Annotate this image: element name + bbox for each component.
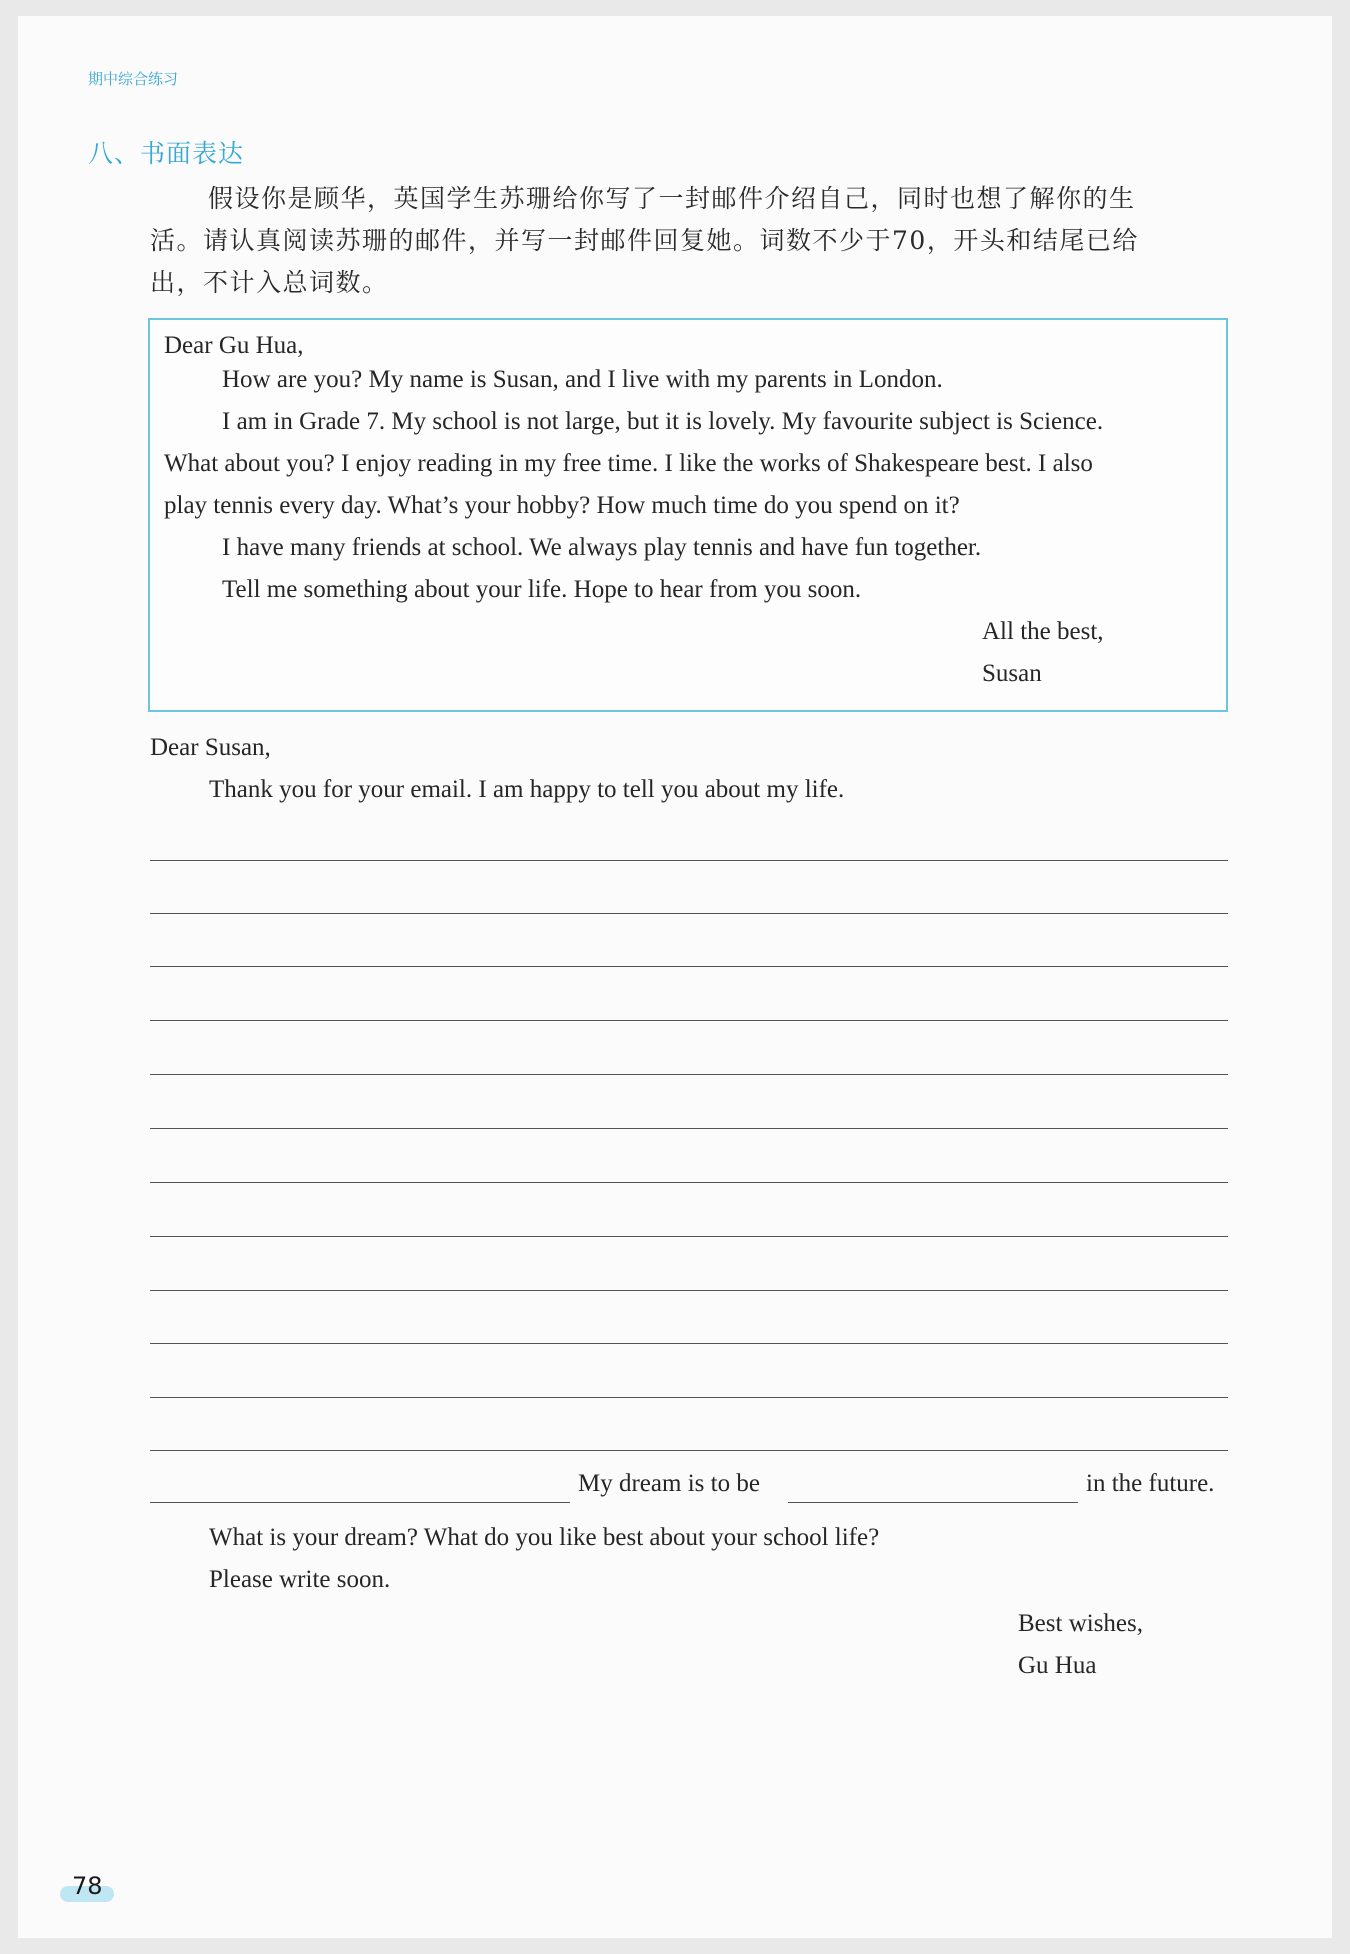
writing-line[interactable] — [150, 1343, 1228, 1344]
writing-line[interactable] — [150, 1290, 1228, 1291]
susan-email-box — [148, 318, 1228, 712]
instruction-line: 活。请认真阅读苏珊的邮件，并写一封邮件回复她。词数不少于70，开头和结尾已给 — [150, 226, 1139, 255]
instruction-line: 出，不计入总词数。 — [150, 268, 389, 297]
writing-line[interactable] — [150, 913, 1228, 914]
instruction-line: 假设你是顾华，英国学生苏珊给你写了一封邮件介绍自己，同时也想了解你的生 — [208, 184, 1136, 213]
email-line: I am in Grade 7. My school is not large, but it is lovely. My favourite subject is Science. — [222, 408, 1104, 435]
writing-line[interactable] — [150, 966, 1228, 967]
email-line: play tennis every day. What’s your hobby? How much time do you spend on it? — [164, 492, 960, 519]
dream-sentence — [150, 1468, 1230, 1508]
writing-line[interactable] — [150, 1020, 1228, 1021]
writing-line[interactable] — [150, 1450, 1228, 1451]
workbook-page — [18, 16, 1332, 1938]
email-signature: Susan — [982, 660, 1042, 687]
reply-opening: Thank you for your email. I am happy to tell you about my life. — [209, 776, 845, 803]
running-header: 期中综合练习 — [88, 70, 179, 88]
writing-line[interactable] — [150, 1128, 1228, 1129]
reply-signature: Gu Hua — [1018, 1652, 1097, 1679]
section-title: 八、书面表达 — [88, 139, 245, 168]
email-line: I have many friends at school. We always play tennis and have fun together. — [222, 534, 982, 561]
dream-prefix: My dream is to be — [578, 1470, 760, 1497]
writing-line[interactable] — [150, 1397, 1228, 1398]
email-greeting: Dear Gu Hua, — [164, 332, 304, 359]
writing-line[interactable] — [150, 1182, 1228, 1183]
reply-request: Please write soon. — [209, 1566, 391, 1593]
email-line: What about you? I enjoy reading in my free time. I like the works of Shakespeare best. I also — [164, 450, 1093, 477]
writing-line[interactable] — [150, 1074, 1228, 1075]
blank-before-dream[interactable] — [150, 1502, 570, 1503]
page-number: 78 — [72, 1872, 103, 1900]
writing-line[interactable] — [150, 1236, 1228, 1237]
dream-answer-blank[interactable] — [788, 1502, 1078, 1503]
email-closing: All the best, — [982, 618, 1104, 645]
reply-closing: Best wishes, — [1018, 1610, 1143, 1637]
email-line: How are you? My name is Susan, and I live with my parents in London. — [222, 366, 943, 393]
email-line: Tell me something about your life. Hope to hear from you soon. — [222, 576, 862, 603]
dream-suffix: in the future. — [1086, 1470, 1215, 1497]
task-instructions — [150, 178, 1230, 304]
reply-greeting: Dear Susan, — [150, 734, 271, 761]
reply-question: What is your dream? What do you like best about your school life? — [209, 1524, 880, 1551]
writing-line[interactable] — [150, 860, 1228, 861]
